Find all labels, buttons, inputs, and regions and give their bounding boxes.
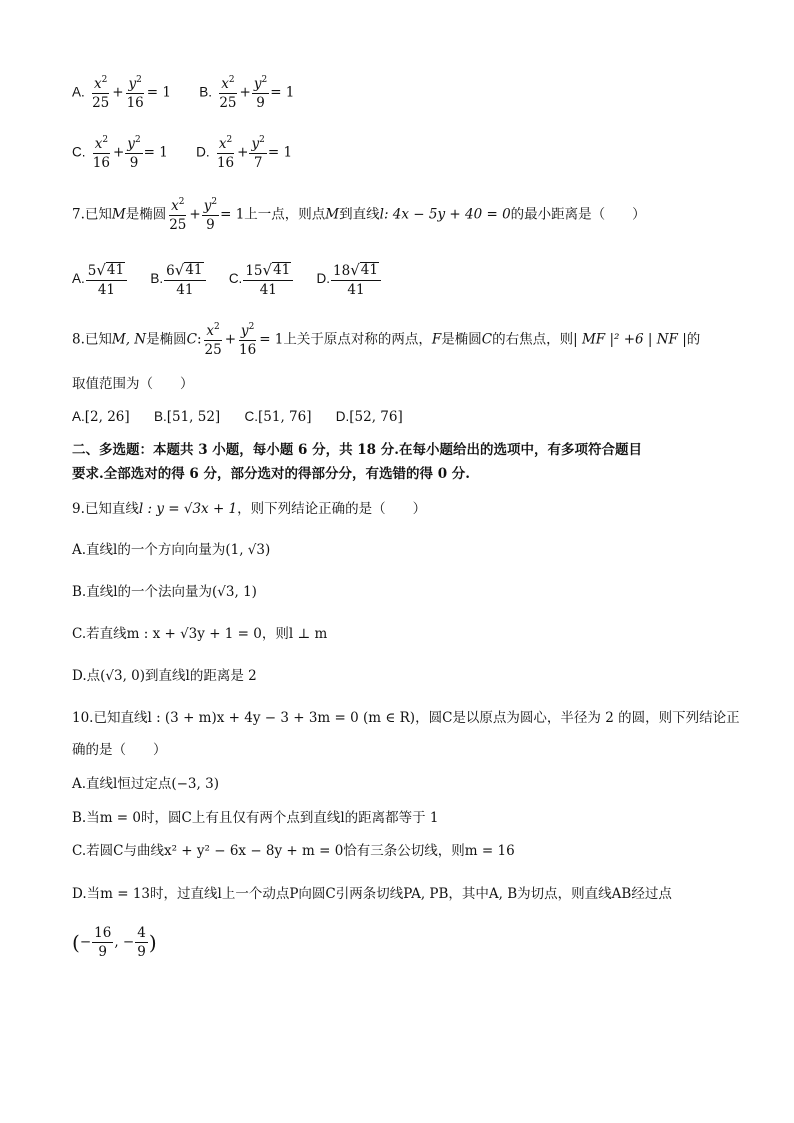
q10-option-d-point: (− $\frac{16}{9}$ , − $\frac{4}{9}$ ) <box>72 925 157 961</box>
q9-option-a[interactable]: A.直线l的一个方向向量为(1, √3) <box>72 542 271 558</box>
q9-option-b[interactable]: B.直线l的一个法向量为(√3, 1) <box>72 584 257 600</box>
q6-option-d[interactable]: D. $\frac{x^2}{16}$ + $\frac{y^2}{7}$ = 1 <box>196 135 293 172</box>
q8-option-a[interactable]: A.[2, 26] <box>72 409 130 425</box>
q7-options <box>72 262 406 297</box>
q10-stem-line-1: 10.已知直线l : (3 + m)x + 4y − 3 + 3m = 0 (m ∈ R)，圆C是以原点为圆心，半径为 2 的圆，则下列结论正 <box>72 710 740 726</box>
q8-option-d[interactable]: D.[52, 76] <box>335 409 403 425</box>
q7-stem: 7.已知M是椭圆 $\frac{x^2}{25}$ + $\frac{y^2}{9}$ = 1上一点，则点M到直线l: 4x − 5y + 40 = 0的最小距离是（ ） <box>72 197 646 234</box>
q6-option-a[interactable]: A. $\frac{x^2}{25}$ + $\frac{y^2}{16}$ = 1 <box>72 75 171 112</box>
q7-option-c[interactable]: C. 15 √ 41 41 <box>229 262 294 297</box>
q7-option-d[interactable]: D. 18 √ 41 41 <box>317 262 382 297</box>
q9-option-d[interactable]: D.点(√3, 0)到直线l的距离是 2 <box>72 668 257 684</box>
q8-stem: 8.已知M, N是椭圆C: $\frac{x^2}{25}$ + $\frac{y^2}{16}$ = 1上关于原点对称的两点，F是椭圆C的右焦点，则| MF |² +6 | NF |的 <box>72 322 701 359</box>
q9-option-c[interactable]: C.若直线m : x + √3y + 1 = 0，则l ⊥ m <box>72 626 328 642</box>
q8-option-b[interactable]: B.[51, 52] <box>153 409 221 425</box>
q10-option-c[interactable]: C.若圆C与曲线x² + y² − 6x − 8y + m = 0恰有三条公切线，则m = 16 <box>72 843 515 859</box>
q6-options-row-1 <box>72 76 318 110</box>
q8-stem-line-2: 取值范围为（ ） <box>72 376 194 392</box>
q10-stem-line-2: 确的是（ ） <box>72 742 167 758</box>
q10-option-b[interactable]: B.当m = 0时，圆C上有且仅有两个点到直线l的距离都等于 1 <box>72 810 439 826</box>
q8-options <box>72 410 427 425</box>
section-2-heading-line-2: 要求.全部选对的得 6 分，部分选对的得部分分，有选错的得 0 分. <box>72 466 470 482</box>
q10-option-a[interactable]: A.直线l恒过定点(−3, 3) <box>72 776 219 792</box>
q7-option-b[interactable]: B. 6 √ 41 41 <box>150 262 206 297</box>
q6-options-row-2 <box>72 136 316 170</box>
section-2-heading-line-1: 二、多选题：本题共 3 小题，每小题 6 分，共 18 分.在每小题给出的选项中，有多项符合题目 <box>72 442 642 458</box>
q7-option-a[interactable]: A. 5 √ 41 41 <box>72 262 128 297</box>
q10-option-d[interactable]: D.当m = 13时，过直线l上一个动点P向圆C引两条切线PA, PB，其中A, B为切点，则直线AB经过点 <box>72 886 672 902</box>
q9-stem: 9.已知直线l : y = √3x + 1，则下列结论正确的是（ ） <box>72 501 427 517</box>
q6-option-c[interactable]: C. $\frac{x^2}{16}$ + $\frac{y^2}{9}$ = 1 <box>72 135 168 172</box>
q8-option-c[interactable]: C.[51, 76] <box>244 409 312 425</box>
q6-option-b[interactable]: B. $\frac{x^2}{25}$ + $\frac{y^2}{9}$ = 1 <box>199 75 295 112</box>
